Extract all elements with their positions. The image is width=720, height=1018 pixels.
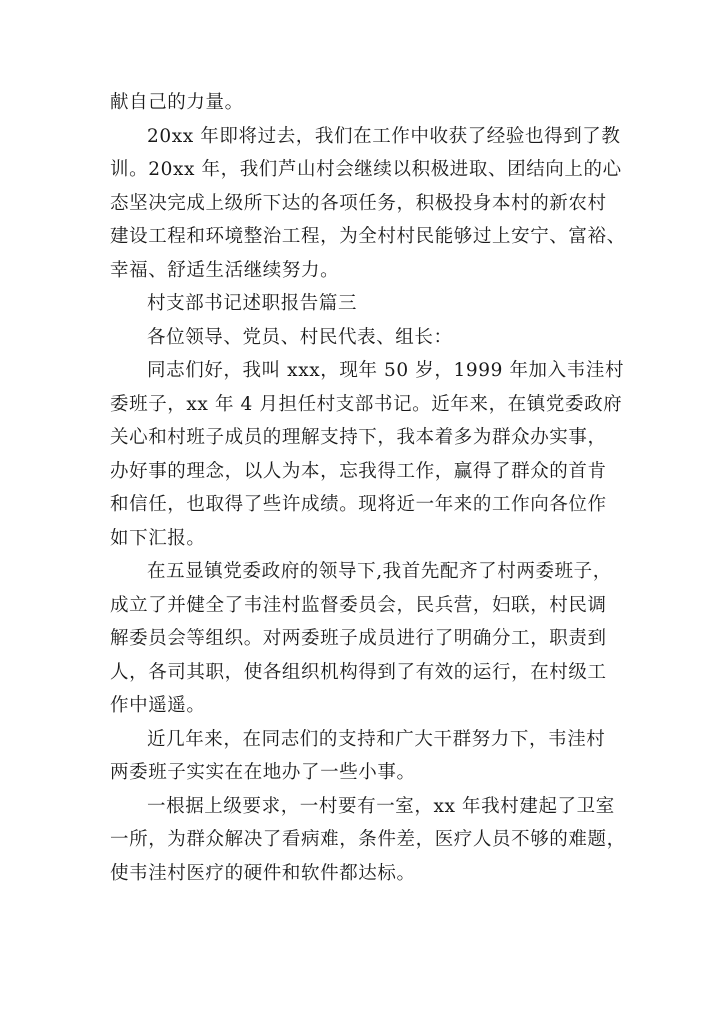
text-line: 使韦洼村医疗的硬件和软件都达标。 (110, 862, 416, 884)
text-line: 训。20xx 年，我们芦山村会继续以积极进取、团结向上的心 (110, 159, 622, 180)
text-line: 作中遥遥。 (110, 695, 206, 716)
text-line: 在五显镇党委政府的领导下,我首先配齐了村两委班子， (147, 561, 612, 582)
section-heading: 村支部书记述职报告篇三 (147, 293, 358, 314)
text-line: 如下汇报。 (110, 527, 206, 549)
text-line: 和信任，也取得了些许成绩。现将近一年来的工作向各位作 (110, 494, 607, 515)
text-line: 近几年来，在同志们的支持和广大干群努力下，韦洼村 (147, 728, 606, 750)
text-line: 幸福、舒适生活继续努力。 (110, 259, 340, 281)
text-line: 一根据上级要求，一村要有一室，xx 年我村建起了卫室 (147, 795, 615, 817)
text-line: 两委班子实实在在地办了一些小事。 (110, 762, 416, 783)
text-line: 献自己的力量。 (110, 92, 244, 113)
text-line: 20xx 年即将过去，我们在工作中收获了经验也得到了教 (147, 125, 621, 147)
text-line: 解委员会等组织。对两委班子成员进行了明确分工，职责到 (110, 628, 607, 649)
text-line: 建设工程和环境整治工程，为全村村民能够过上安宁、富裕、 (110, 226, 626, 247)
text-line: 办好事的理念，以人为本，忘我得工作，赢得了群众的首肯 (110, 460, 607, 482)
text-line: 委班子，xx 年 4 月担任村支部书记。近年来，在镇党委政府 (110, 393, 623, 415)
text-line: 同志们好，我叫 xxx，现年 50 岁，1999 年加入韦洼村 (147, 360, 625, 381)
text-line: 成立了并健全了韦洼村监督委员会，民兵营，妇联，村民调 (110, 594, 607, 616)
text-line: 态坚决完成上级所下达的各项任务，积极投身本村的新农村 (110, 192, 607, 214)
text-line: 一所，为群众解决了看病难，条件差，医疗人员不够的难题， (110, 829, 626, 850)
document-body (110, 86, 626, 890)
salutation: 各位领导、党员、村民代表、组长： (147, 326, 453, 348)
text-line: 人，各司其职，使各组织机构得到了有效的运行，在村级工 (110, 661, 607, 683)
text-line: 关心和村班子成员的理解支持下，我本着多为群众办实事， (110, 427, 607, 448)
